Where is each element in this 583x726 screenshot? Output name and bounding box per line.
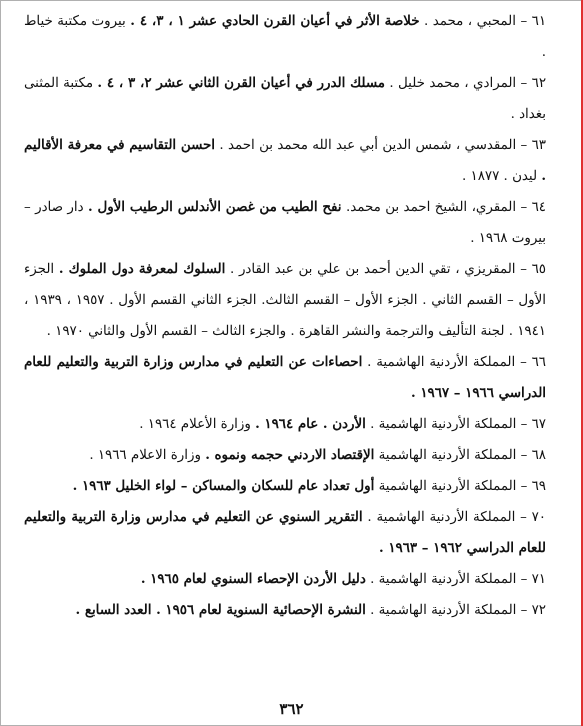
entry-author: المملكة الأردنية الهاشمية . <box>370 417 517 432</box>
entry-author: المقريزي ، تقي الدين أحمد بن علي بن عبد القادر . <box>230 262 516 277</box>
bibliography-entry-63: ٦٣ – المقدسي ، شمس الدين أبي عبد الله محمد بن احمد . احسن التقاسيم في معرفة الأقاليم . ليدن . ١٨٧٧ . <box>24 137 546 184</box>
entry-author: المقري، الشيخ احمد بن محمد. <box>345 200 517 215</box>
entry-title: خلاصة الأثر في أعيان القرن الحادي عشر ١ ، ٣، ٤ . <box>130 13 420 29</box>
bibliography-entry-62: ٦٢ – المرادي ، محمد خليل . مسلك الدرر في أعيان القرن الثاني عشر ٢، ٣ ، ٤ . مكتبة المثنى بغداد . <box>24 75 547 122</box>
entry-number: ٧١ <box>531 572 546 587</box>
entry-title: أول تعداد عام للسكان والمساكن – لواء الخليل ١٩٦٣ . <box>72 478 375 494</box>
entry-author: المملكة الأردنية الهاشمية . <box>367 510 516 525</box>
entry-details: مكتبة المثنى بغداد . <box>24 76 546 122</box>
entry-title: التقرير السنوي عن التعليم في مدارس وزارة التربية والتعليم للعام الدراسي ١٩٦٢ – ١٩٦٣ . <box>24 509 546 556</box>
entry-author: المملكة الأردنية الهاشمية . <box>370 572 517 587</box>
entry-number: ٧٢ <box>531 603 546 618</box>
bibliography-entry-68: ٦٨ – المملكة الأردنية الهاشمية الإقتصاد الاردني حجمه ونموه . وزارة الاعلام ١٩٦٦ . <box>89 447 546 463</box>
entry-number: ٦١ <box>531 14 547 29</box>
entry-title: الإقتصاد الاردني حجمه ونموه . <box>205 447 375 463</box>
entry-details: الجزء الأول – القسم الثاني . الجزء الأول – القسم الثالث. الجزء الثاني القسم الأول . ١٩٥٧ ، ١٩٣٩ ، ١٩٤١ . لجنة التأليف والترجمة والنشر القاهرة . والجزء الثالث – القسم الأول والثاني ١٩٧٠ . <box>24 262 546 339</box>
bibliography-entry-70: ٧٠ – المملكة الأردنية الهاشمية . التقرير السنوي عن التعليم في مدارس وزارة التربية والتعليم للعام الدراسي ١٩٦٢ – ١٩٦٣ . <box>24 509 546 556</box>
bibliography-entry-72: ٧٢ – المملكة الأردنية الهاشمية . النشرة الإحصائية السنوية لعام ١٩٥٦ . العدد السابع . <box>75 602 546 618</box>
bibliography-entry-71: ٧١ – المملكة الأردنية الهاشمية . دليل الأردن الإحصاء السنوي لعام ١٩٦٥ . <box>140 571 546 587</box>
entry-title: دليل الأردن الإحصاء السنوي لعام ١٩٦٥ . <box>140 571 366 587</box>
entry-title: الأردن . عام ١٩٦٤ . <box>255 416 366 432</box>
bibliography-page <box>24 6 546 626</box>
entry-number: ٦٢ <box>531 76 547 91</box>
entry-number: ٦٣ <box>531 138 546 153</box>
entry-details: وزارة الاعلام ١٩٦٦ . <box>89 448 201 463</box>
entry-number: ٦٨ <box>531 448 546 463</box>
entry-title: النشرة الإحصائية السنوية لعام ١٩٥٦ . العدد السابع . <box>75 602 366 618</box>
entry-details: ليدن . ١٨٧٧ . <box>462 169 538 184</box>
entry-number: ٦٩ <box>531 479 546 494</box>
entry-details: دار صادر – بيروت ١٩٦٨ . <box>24 200 546 246</box>
entry-author: المملكة الأردنية الهاشمية <box>378 479 517 494</box>
bibliography-entry-64: ٦٤ – المقري، الشيخ احمد بن محمد. نفح الطيب من غصن الأندلس الرطيب الأول . دار صادر – بيروت ١٩٦٨ . <box>24 199 546 246</box>
entry-author: المحبي ، محمد . <box>423 14 516 29</box>
entry-author: المرادي ، محمد خليل . <box>389 76 517 91</box>
entry-number: ٦٧ <box>531 417 546 432</box>
entry-title: مسلك الدرر في أعيان القرن الثاني عشر ٢، ٣ ، ٤ . <box>97 75 385 91</box>
entry-number: ٧٠ <box>531 510 546 525</box>
entry-author: المملكة الأردنية الهاشمية <box>378 448 517 463</box>
entry-author: المملكة الأردنية الهاشمية . <box>367 355 516 370</box>
entry-title: السلوك لمعرفة دول الملوك . <box>58 261 226 277</box>
bibliography-entry-65: ٦٥ – المقريزي ، تقي الدين أحمد بن علي بن عبد القادر . السلوك لمعرفة دول الملوك . الجزء الأول – القسم الثاني . الجزء الأول – القسم الثالث. الجزء الثاني القسم الأول . ١٩٥٧ ، ١٩٣٩ ، ١٩٤١ . لجنة التأليف والترجمة والنشر القاهرة . والجزء الثالث – القسم الأول والثاني ١٩٧٠ . <box>24 261 546 339</box>
entry-number: ٦٦ <box>531 355 546 370</box>
entry-details: بيروت مكتبة خياط . <box>24 14 546 60</box>
bibliography-entry-66: ٦٦ – المملكة الأردنية الهاشمية . احصاءات عن التعليم في مدارس وزارة التربية والتعليم للعام الدراسي ١٩٦٦ – ١٩٦٧ . <box>24 354 546 401</box>
entry-details: وزارة الأعلام ١٩٦٤ . <box>139 417 251 432</box>
entry-title: احسن التقاسيم في معرفة الأقاليم . <box>24 137 546 184</box>
bibliography-entry-61: ٦١ – المحبي ، محمد . خلاصة الأثر في أعيان القرن الحادي عشر ١ ، ٣، ٤ . بيروت مكتبة خياط . <box>24 13 547 60</box>
entry-number: ٦٥ <box>531 262 546 277</box>
entry-title: احصاءات عن التعليم في مدارس وزارة التربية والتعليم للعام الدراسي ١٩٦٦ – ١٩٦٧ . <box>24 354 546 401</box>
entry-author: المقدسي ، شمس الدين أبي عبد الله محمد بن احمد . <box>219 138 517 153</box>
entry-title: نفح الطيب من غصن الأندلس الرطيب الأول . <box>87 199 342 215</box>
entry-number: ٦٤ <box>531 200 546 215</box>
page-number: ٣٦٢ <box>279 700 304 718</box>
bibliography-entry-67: ٦٧ – المملكة الأردنية الهاشمية . الأردن . عام ١٩٦٤ . وزارة الأعلام ١٩٦٤ . <box>139 416 546 432</box>
entry-author: المملكة الأردنية الهاشمية . <box>370 603 517 618</box>
bibliography-entry-69: ٦٩ – المملكة الأردنية الهاشمية أول تعداد عام للسكان والمساكن – لواء الخليل ١٩٦٣ . <box>72 478 546 494</box>
